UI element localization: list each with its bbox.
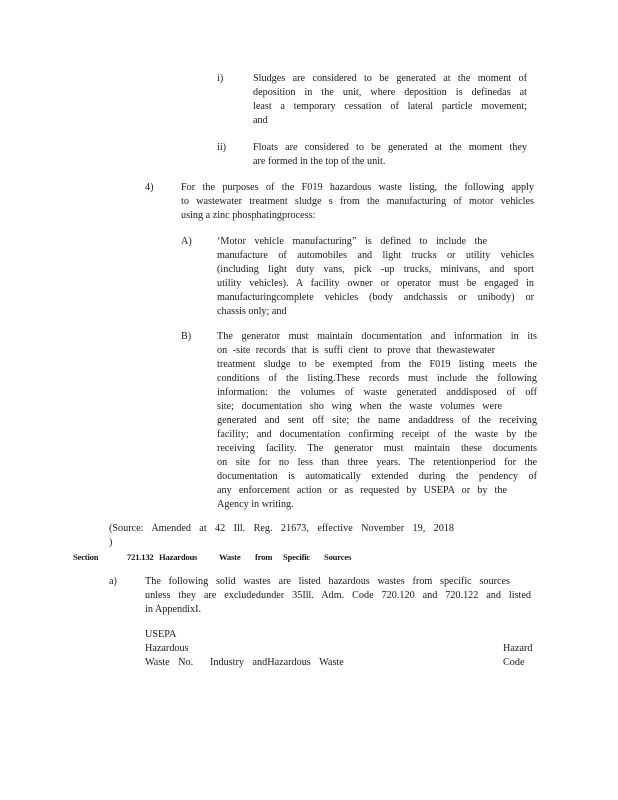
item-A-text	[217, 235, 534, 319]
item-B-line: facility; and documentation confirming receipt of the waste by the	[217, 429, 537, 440]
table-header-waste-no: Waste No.	[145, 657, 194, 668]
item-A-label: A)	[181, 236, 192, 247]
item-ii-line: Floats are considered to be generated at the moment they	[253, 142, 527, 153]
item-ii-label: ii)	[217, 142, 227, 153]
item-4-line: using a zinc phosphatingprocess:	[181, 210, 316, 221]
item-4-line: For the purposes of the F019 hazardous waste listing, the following apply	[181, 182, 534, 193]
item-A-line: (including light duty vans, pick -up trucks, minivans, and sport	[217, 264, 534, 275]
item-4-text	[181, 181, 534, 223]
item-i-label: i)	[217, 73, 224, 84]
item-B-line: on site for no less than three years. The retentionperiod for the	[217, 457, 537, 468]
table-header-hazard-line: Code	[503, 657, 525, 668]
section-title-word: from	[255, 552, 273, 562]
section-title-word: Specific	[283, 552, 311, 562]
source-note	[109, 522, 454, 550]
item-B-line: treatment sludge to be exempted from the F019 listing meets the	[217, 359, 537, 370]
item-A-line: ‘Motor vehicle manufacturing” is defined to include the	[217, 236, 487, 247]
item-a-text	[145, 575, 531, 617]
item-i-line: least a temporary cessation of lateral particle movement;	[253, 101, 527, 112]
item-B-line: documentation is automatically extended during the pendency of	[217, 471, 537, 482]
item-B-line: The generator must maintain documentation and information in its	[217, 331, 537, 342]
item-A-line: manufacture of automobiles and light trucks or utility vehicles	[217, 250, 534, 261]
section-title-word: Waste	[219, 552, 241, 562]
section-label: Section	[73, 552, 99, 562]
table-header-col1-line: USEPA	[145, 629, 177, 640]
item-B-text	[217, 330, 537, 512]
item-A-line: chassis only; and	[217, 306, 287, 317]
item-B-line: generated and sent off site; the name andaddress of the receiving	[217, 415, 537, 426]
item-4-label: 4)	[145, 182, 154, 193]
section-title-word: Sources	[324, 552, 352, 562]
source-note-line: (Source: Amended at 42 Ill. Reg. 21673, effective November 19, 2018 )	[109, 523, 454, 548]
section-number: 721.132	[127, 552, 154, 562]
item-a-line: unless they are excludedunder 35Ill. Adm. Code 720.120 and 720.122 and listed	[145, 590, 531, 601]
item-a-line: in AppendixI.	[145, 604, 202, 615]
item-ii-line: are formed in the top of the unit.	[253, 156, 386, 167]
item-B-line: conditions of the listing.These records must include the following	[217, 373, 537, 384]
item-B-line: receiving facility. The generator must maintain these documents	[217, 443, 537, 454]
table-header-col1	[145, 628, 189, 656]
item-B-line: any enforcement action or as requested by USEPA or by the	[217, 485, 507, 496]
item-B-line: Agency in writing.	[217, 499, 294, 510]
item-A-line: manufacturingcomplete vehicles (body andchassis or unibody) or	[217, 292, 534, 303]
item-A-line: utility vehicles). A facility owner or operator must be engaged in	[217, 278, 534, 289]
item-B-line: site; documentation sho wing when the waste volumes were	[217, 401, 502, 412]
item-a-line: The following solid wastes are listed hazardous wastes from specific sources	[145, 576, 510, 587]
section-title-word: Hazardous	[159, 552, 198, 562]
item-i-text	[253, 72, 527, 128]
item-B-line: information: the volumes of waste generated anddisposed of off	[217, 387, 537, 398]
table-header-industry: Industry andHazardous Waste	[210, 657, 344, 668]
table-header-hazard-code	[503, 642, 532, 670]
item-a-label: a)	[109, 576, 117, 587]
item-B-label: B)	[181, 331, 192, 342]
item-4-line: to wastewater treatment sludge s from the manufacturing of motor vehicles	[181, 196, 534, 207]
table-header-hazard-line: Hazard	[503, 643, 533, 654]
item-B-line: on -site records that is suffi cient to prove that thewastewater	[217, 345, 495, 356]
table-header-col1-line: Hazardous	[145, 643, 189, 654]
item-ii-text	[253, 141, 527, 169]
item-i-line: and	[253, 115, 268, 126]
item-i-line: deposition in the unit, where deposition is definedas at	[253, 87, 527, 98]
item-i-line: Sludges are considered to be generated at the moment of	[253, 73, 527, 84]
